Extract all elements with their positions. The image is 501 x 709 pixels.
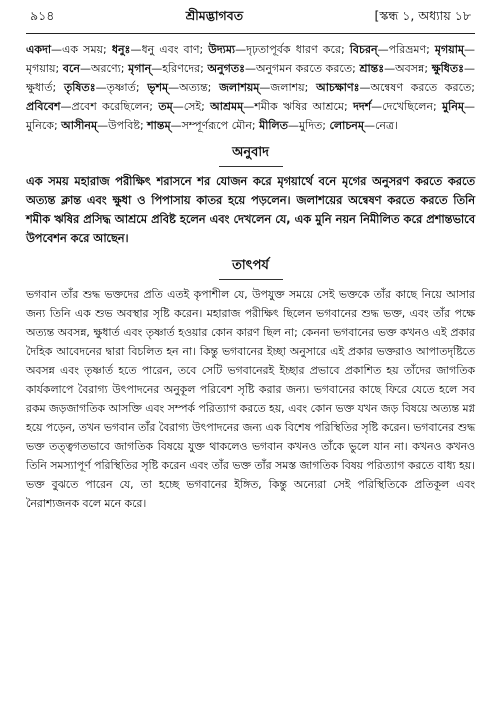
synonym-entry: তম্—সেই [158, 100, 202, 113]
synonym-term: ক্ষুধিতঃ [431, 62, 465, 75]
synonym-meaning: অবসন্ন [395, 62, 425, 75]
synonym-entry: ক্ষুধিতঃ—ক্ষুধার্ত [26, 62, 476, 94]
synonym-term: ধনুঃ [111, 43, 131, 56]
synonym-entry: একদা—এক সময় [26, 43, 104, 56]
synonym-meaning: মুনিকে [26, 119, 54, 132]
synonym-term: একদা [26, 43, 52, 56]
synonym-term: তম্ [158, 100, 173, 113]
header-rule [26, 33, 475, 34]
running-header [26, 8, 475, 28]
synonym-term: ভৃশম্ [147, 81, 169, 94]
synonym-meaning: অনুগমন করতে করতে [255, 62, 353, 75]
synonym-term: বিচরন্ [349, 43, 378, 56]
synonym-entry: শান্তম্—সম্পূর্ণরূপে মৌন [147, 119, 252, 132]
synonym-term: প্রবিবেশ [26, 100, 61, 113]
synonym-entry: জলাশয়ম্—জলাশয় [219, 81, 305, 94]
synonym-entry: লোচনম্—নেত্র। [329, 119, 398, 132]
synonym-term: আশ্রমম্ [210, 100, 244, 113]
synonym-entry: ভৃশম্—অত্যন্ত [147, 81, 208, 94]
synonym-meaning: ক্ষুধার্ত [26, 81, 53, 94]
purport-heading: তাৎপর্য [232, 258, 269, 273]
synonym-term: মৃগান্ [128, 62, 152, 75]
synonym-entry: আচক্ষাণঃ—অন্বেষণ করতে করতে [316, 81, 472, 94]
synonym-term: বনে [62, 62, 80, 75]
word-meanings: একদা—এক সময়; ধনুঃ—ধনু এবং বাণ; উদ্যম্য—দৃঢ়তাপূর্বক ধারণ করে; বিচরন্—পরিভ্রমণ; মৃগয়াম্—মৃগয়ায়; বনে—অরণ্যে; মৃগান্—হরিণদের; অনুগতঃ—অনুগমন করতে করতে; শ্রান্তঃ—অবসন্ন; ক্ষুধিতঃ—ক্ষুধার্ত; তৃষিতঃ—তৃষ্ণার্ত; ভৃশম্—অত্যন্ত; জলাশয়ম্—জলাশয়; আচক্ষাণঃ—অন্বেষণ করতে করতে; প্রবিবেশ—প্রবেশ করেছিলেন; তম্—সেই; আশ্রমম্—শমীক ঋষির আশ্রমে; দদর্শ—দেখেছিলেন; মুনিম্—মুনিকে; আসীনম্—উপবিষ্ট; শান্তম্—সম্পূর্ণরূপে মৌন; মীলিত—মুদিত; লোচনম্—নেত্র। [26, 43, 476, 132]
synonym-entry: উদ্যম্য—দৃঢ়তাপূর্বক ধারণ করে [208, 43, 341, 56]
page-number: ৯১৪ [30, 8, 55, 23]
synonym-meaning: মুদিত [298, 119, 323, 132]
synonym-meaning: মৃগয়ায় [26, 62, 56, 75]
synonym-entry: আসীনম্—উপবিষ্ট [61, 119, 140, 132]
synonym-entry: মীলিত—মুদিত [259, 119, 323, 132]
synonym-term: মীলিত [259, 119, 288, 132]
synonym-meaning: জলাশয় [270, 81, 305, 94]
synonym-meaning: শমীক ঋষির আশ্রমে [254, 100, 345, 113]
synonym-term: উদ্যম্য [208, 43, 236, 56]
synonym-term: মুনিম্ [442, 100, 465, 113]
book-title: শ্রীমদ্ভাগবত [185, 8, 244, 23]
synonym-entry: প্রবিবেশ—প্রবেশ করেছিলেন [26, 100, 150, 113]
synonym-meaning: দৃঢ়তাপূর্বক ধারণ করে [246, 43, 341, 56]
translation-heading-underline [219, 166, 283, 167]
synonym-entry: বিচরন্—পরিভ্রমণ [349, 43, 427, 56]
synonym-meaning: অরণ্যে [90, 62, 121, 75]
synonym-meaning: নেত্র। [374, 119, 398, 132]
synonym-meaning: দেখেছিলেন [382, 100, 434, 113]
synonym-meaning: এক সময় [62, 43, 104, 56]
synonym-meaning: প্রবেশ করেছিলেন [71, 100, 150, 113]
synonym-meaning: পরিভ্রমণ [388, 43, 427, 56]
synonym-term: আচক্ষাণঃ [316, 81, 360, 94]
synonym-entry: অনুগতঃ—অনুগমন করতে করতে [207, 62, 353, 75]
synonym-meaning: সেই [183, 100, 202, 113]
synonym-term: দদর্শ [353, 100, 372, 113]
synonym-term: মৃগয়াম্ [434, 43, 465, 56]
synonym-entry: ধনুঃ—ধনু এবং বাণ [111, 43, 200, 56]
synonym-meaning: উপবিষ্ট [108, 119, 140, 132]
synonym-term: আসীনম্ [61, 119, 98, 132]
synonym-term: শ্রান্তঃ [359, 62, 385, 75]
synonym-entry: মৃগয়াম্—মৃগয়ায় [26, 43, 476, 75]
chapter-reference: [স্কন্ধ ১, অধ্যায় ১৮ [374, 8, 471, 23]
synonym-meaning: ধনু এবং বাণ [141, 43, 200, 56]
synonym-entry: দদর্শ—দেখেছিলেন [353, 100, 434, 113]
synonym-meaning: সম্পূর্ণরূপে মৌন [181, 119, 252, 132]
synonym-entry: মুনিম্—মুনিকে [26, 100, 476, 132]
synonym-term: শান্তম্ [147, 119, 171, 132]
translation-text: এক সময় মহারাজ পরীক্ষিৎ শরাসনে শর যোজন করে মৃগয়ার্থে বনে মৃগের অনুসরণ করতে করতে অত্যন্ত ক্লান্ত এবং ক্ষুধা ও পিপাসায় কাতর হয়ে পড়লেন। জলাশয়ের অন্বেষণ করতে করতে তিনি শমীক ঋষির প্রসিদ্ধ আশ্রমে প্রবিষ্ট হলেন এবং দেখলেন যে, এক মুনি নয়ন নিমীলিত করে প্রশান্তভাবে উপবেশন করে আছেন। [26, 175, 475, 245]
synonym-entry: তৃষিতঃ—তৃষ্ণার্ত [63, 81, 136, 94]
synonym-entry: শ্রান্তঃ—অবসন্ন [359, 62, 425, 75]
synonym-term: তৃষিতঃ [63, 81, 96, 94]
translation-heading: অনুবাদ [232, 145, 269, 160]
synonym-meaning: হরিণদের [162, 62, 201, 75]
purport-text: ভগবান তাঁর শুদ্ধ ভক্তদের প্রতি এতই কৃপাশীল যে, উপযুক্ত সময়ে সেই ভক্তকে তাঁর কাছে নিয়ে আসার জন্য তিনি এক শুভ অবস্থার সৃষ্টি করেন। মহারাজ পরীক্ষিৎ ছিলেন ভগবানের শুদ্ধ ভক্ত, এবং তাঁর পক্ষে অত্যন্ত অবসন্ন, ক্ষুধার্ত এবং তৃষ্ণার্ত হওয়ার কোন কারণ ছিল না; কেননা ভগবানের ভক্ত কখনও এই প্রকার দৈহিক আবেদনের দ্বারা বিচলিত হন না। কিন্তু ভগবানের ইচ্ছা অনুসারে এই প্রকার ভক্তরাও আপাতদৃষ্টিতে অবসন্ন এবং তৃষ্ণার্ত হতে পারেন, তবে সেটি ভগবানেরই ইচ্ছার প্রভাবে প্রকাশিত হয় তাঁদের জাগতিক কার্যকলাপে বৈরাগ্য উৎপাদনের অনুকূল পরিবেশ সৃষ্টি করার জন্য। ভগবানের কাছে ফিরে যেতে হলে সব রকম জড়জাগতিক আসক্তি এবং সম্পর্ক পরিত্যাগ করতে হয়, এবং কোন ভক্ত যখন জড় বিষয়ে অত্যন্ত মগ্ন হয়ে পড়েন, তখন ভগবান তাঁর বৈরাগ্য উৎপাদনের জন্য এক বিশেষ পরিস্থিতির সৃষ্টি করেন। ভগবানের শুদ্ধ ভক্ত তত্ত্বগতভাবে জাগতিক বিষয়ে যুক্ত থাকলেও ভগবান কখনও তাঁকে ভুলে যান না। কখনও কখনও তিনি সমস্যাপূর্ণ পরিস্থিতির সৃষ্টি করেন এবং তাঁর ভক্ত তাঁর সমস্ত জাগতিক বিষয় পরিত্যাগ করতে বাধ্য হয়। ভক্ত বুঝতে পারেন যে, তা হচ্ছে ভগবানের ইঙ্গিত, কিন্তু অন্যেরা সেই পরিস্থিতিকে প্রতিকূল এবং নৈরাশ্যজনক বলে মনে করে। [26, 288, 475, 510]
synonym-meaning: অত্যন্ত [179, 81, 208, 94]
synonym-entry: আশ্রমম্—শমীক ঋষির আশ্রমে [210, 100, 345, 113]
purport-heading-underline [219, 279, 283, 280]
synonym-entry: মৃগান্—হরিণদের [128, 62, 201, 75]
synonym-entry: বনে—অরণ্যে [62, 62, 121, 75]
synonym-meaning: তৃষ্ণার্ত [106, 81, 136, 94]
synonym-term: লোচনম্ [329, 119, 364, 132]
synonym-term: জলাশয়ম্ [219, 81, 260, 94]
synonym-term: অনুগতঃ [207, 62, 245, 75]
synonym-meaning: অন্বেষণ করতে করতে [370, 81, 472, 94]
